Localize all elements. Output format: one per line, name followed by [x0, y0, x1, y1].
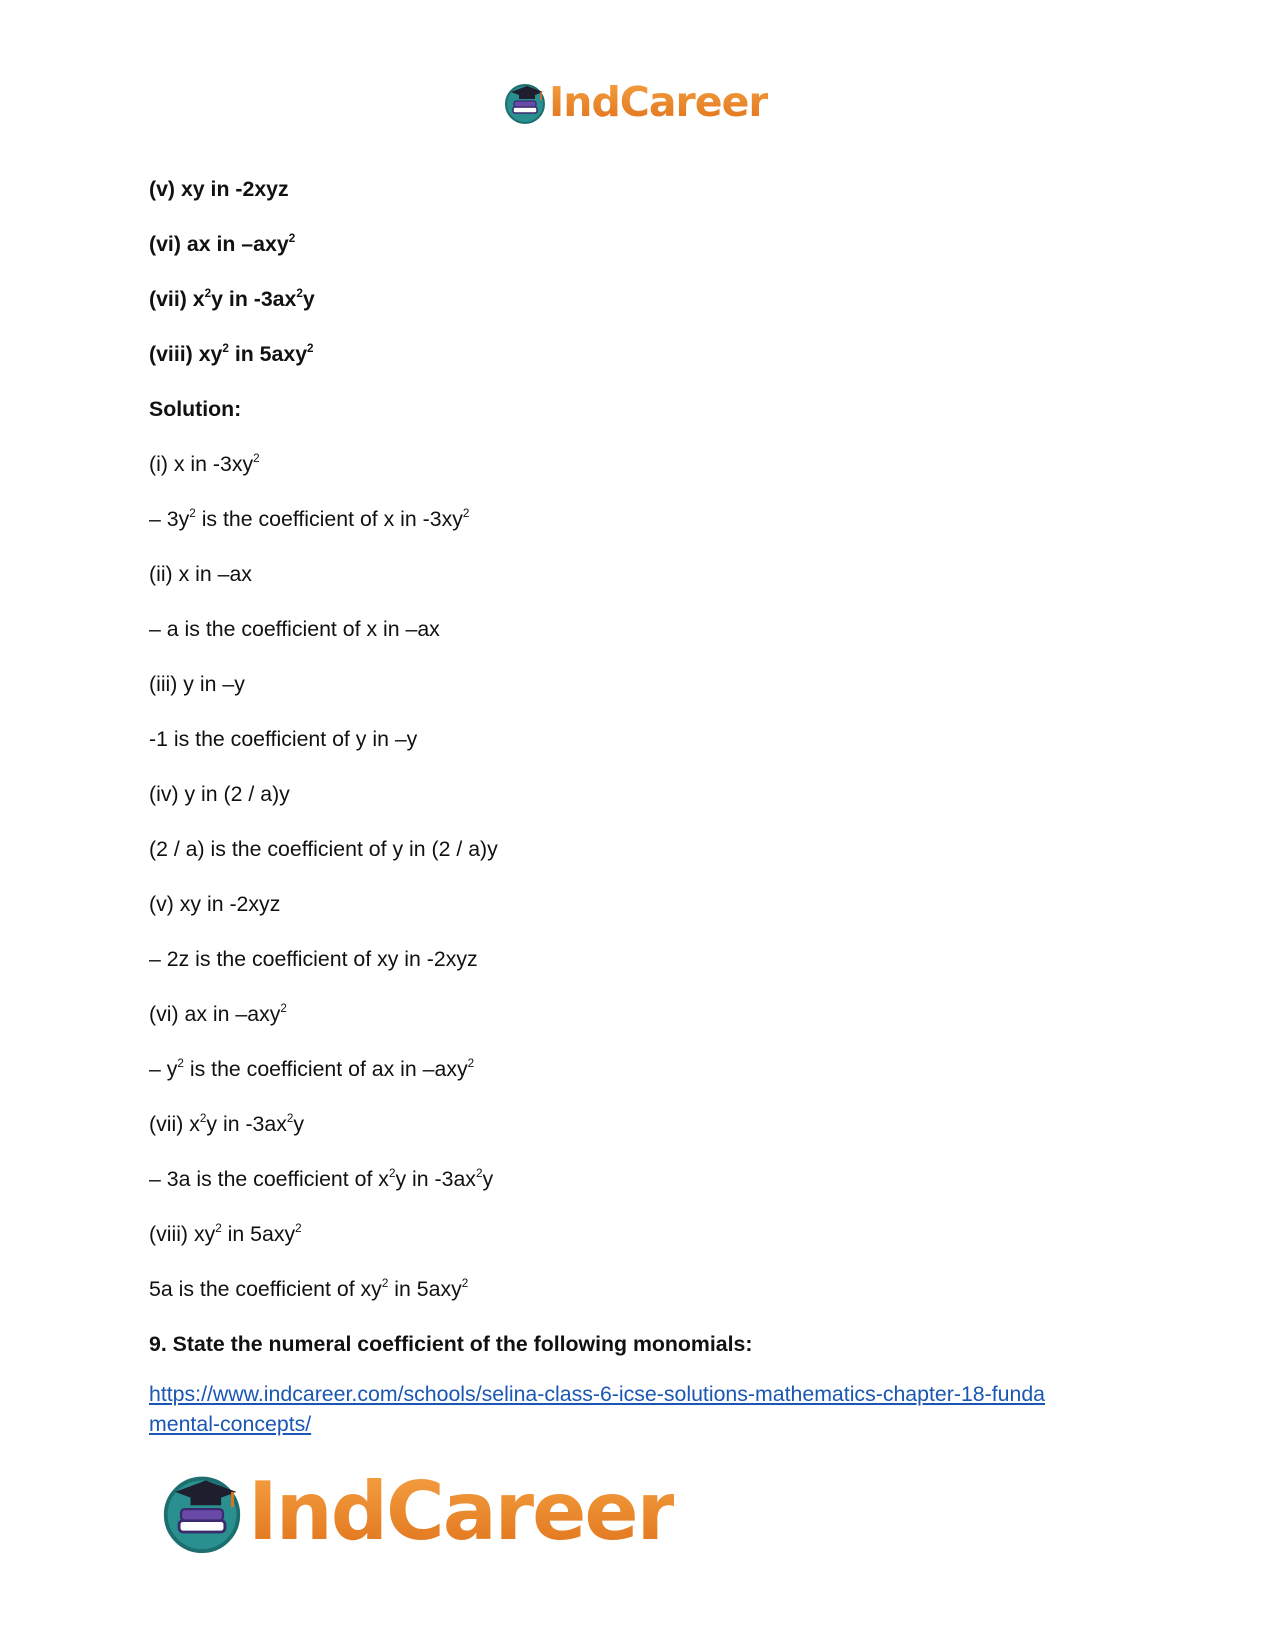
text-run: in 5axy	[228, 342, 308, 366]
text-run: (viii) xy	[149, 342, 223, 366]
superscript: 2	[461, 1277, 469, 1291]
text-run: (ii) x in –ax	[149, 562, 252, 586]
text-run: in 5axy	[388, 1277, 462, 1301]
text-line	[149, 671, 245, 697]
superscript: 2	[222, 342, 229, 356]
text-run: 5a is the coefficient of xy	[149, 1277, 382, 1301]
text-run: – 3y	[149, 507, 190, 531]
text-run: y in -3ax	[211, 287, 297, 311]
text-run: (vi) ax in –axy	[149, 1002, 281, 1026]
superscript: 2	[388, 1167, 396, 1181]
text-run: – y	[149, 1057, 178, 1081]
text-line	[149, 506, 469, 532]
graduation-book-icon	[503, 80, 547, 124]
text-run: y	[482, 1167, 494, 1191]
bold-text-line	[149, 1331, 752, 1357]
superscript: 2	[467, 1057, 475, 1071]
text-run: (2 / a) is the coefficient of y in (2 / a)y	[149, 837, 498, 861]
superscript: 2	[307, 342, 314, 356]
superscript: 2	[189, 507, 196, 521]
superscript: 2	[215, 1222, 222, 1236]
bold-text-line	[149, 231, 295, 257]
superscript: 2	[253, 452, 260, 466]
superscript: 2	[286, 1112, 294, 1126]
superscript: 2	[475, 1167, 483, 1181]
footer-logo	[160, 1464, 675, 1558]
text-line	[149, 1221, 302, 1247]
text-run: (v) xy in -2xyz	[149, 177, 289, 201]
text-line	[149, 1166, 493, 1192]
text-line	[149, 726, 417, 752]
bold-text-line	[149, 286, 315, 312]
text-run: (vi) ax in –axy	[149, 232, 289, 256]
superscript: 2	[462, 507, 470, 521]
text-run: (vii) x	[149, 287, 205, 311]
source-link-line-2[interactable]: mental-concepts/	[149, 1412, 312, 1436]
bold-text-line	[149, 396, 241, 422]
text-line	[149, 1001, 287, 1027]
text-run: (v) xy in -2xyz	[149, 892, 281, 916]
superscript: 2	[204, 287, 212, 301]
text-line	[149, 451, 260, 477]
text-run: is the coefficient of x in -3xy	[195, 507, 463, 531]
text-line	[149, 1111, 304, 1137]
text-line	[149, 781, 290, 807]
bold-text-line	[149, 341, 314, 367]
text-line	[149, 561, 252, 587]
superscript: 2	[295, 1222, 302, 1236]
text-run: 9. State the numeral coefficient of the following monomials:	[149, 1332, 753, 1356]
footer-logo-text: IndCareer	[248, 1464, 675, 1558]
bold-text-line	[149, 176, 289, 202]
text-line	[149, 1056, 474, 1082]
text-run: -1 is the coefficient of y in –y	[149, 727, 418, 751]
text-run: (iii) y in –y	[149, 672, 245, 696]
text-line	[149, 891, 280, 917]
text-line	[149, 1276, 468, 1302]
superscript: 2	[288, 232, 296, 246]
superscript: 2	[280, 1002, 287, 1016]
header-logo	[503, 80, 768, 124]
superscript: 2	[381, 1277, 389, 1291]
text-run: (i) x in -3xy	[149, 452, 254, 476]
text-run: y in -3ax	[395, 1167, 476, 1191]
text-run: in 5axy	[221, 1222, 296, 1246]
text-run: y in -3ax	[206, 1112, 287, 1136]
text-run: y	[293, 1112, 305, 1136]
text-run: – 2z is the coefficient of xy in -2xyz	[149, 947, 478, 971]
text-run: (vii) x	[149, 1112, 200, 1136]
source-link-line-1[interactable]: https://www.indcareer.com/schools/selina-class-6-icse-solutions-mathematics-chapter-18-funda	[149, 1382, 1046, 1406]
text-run: (viii) xy	[149, 1222, 216, 1246]
text-run: is the coefficient of ax in –axy	[183, 1057, 468, 1081]
text-run: – a is the coefficient of x in –ax	[149, 617, 440, 641]
text-run: Solution:	[149, 397, 242, 421]
text-line	[149, 946, 478, 972]
superscript: 2	[199, 1112, 207, 1126]
text-line	[149, 616, 440, 642]
header-logo-text: IndCareer	[549, 78, 768, 126]
text-run: (iv) y in (2 / a)y	[149, 782, 290, 806]
text-run: – 3a is the coefficient of x	[149, 1167, 389, 1191]
superscript: 2	[296, 287, 303, 301]
graduation-book-icon	[160, 1469, 244, 1553]
superscript: 2	[177, 1057, 184, 1071]
text-run: y	[302, 287, 315, 311]
text-line	[149, 836, 498, 862]
